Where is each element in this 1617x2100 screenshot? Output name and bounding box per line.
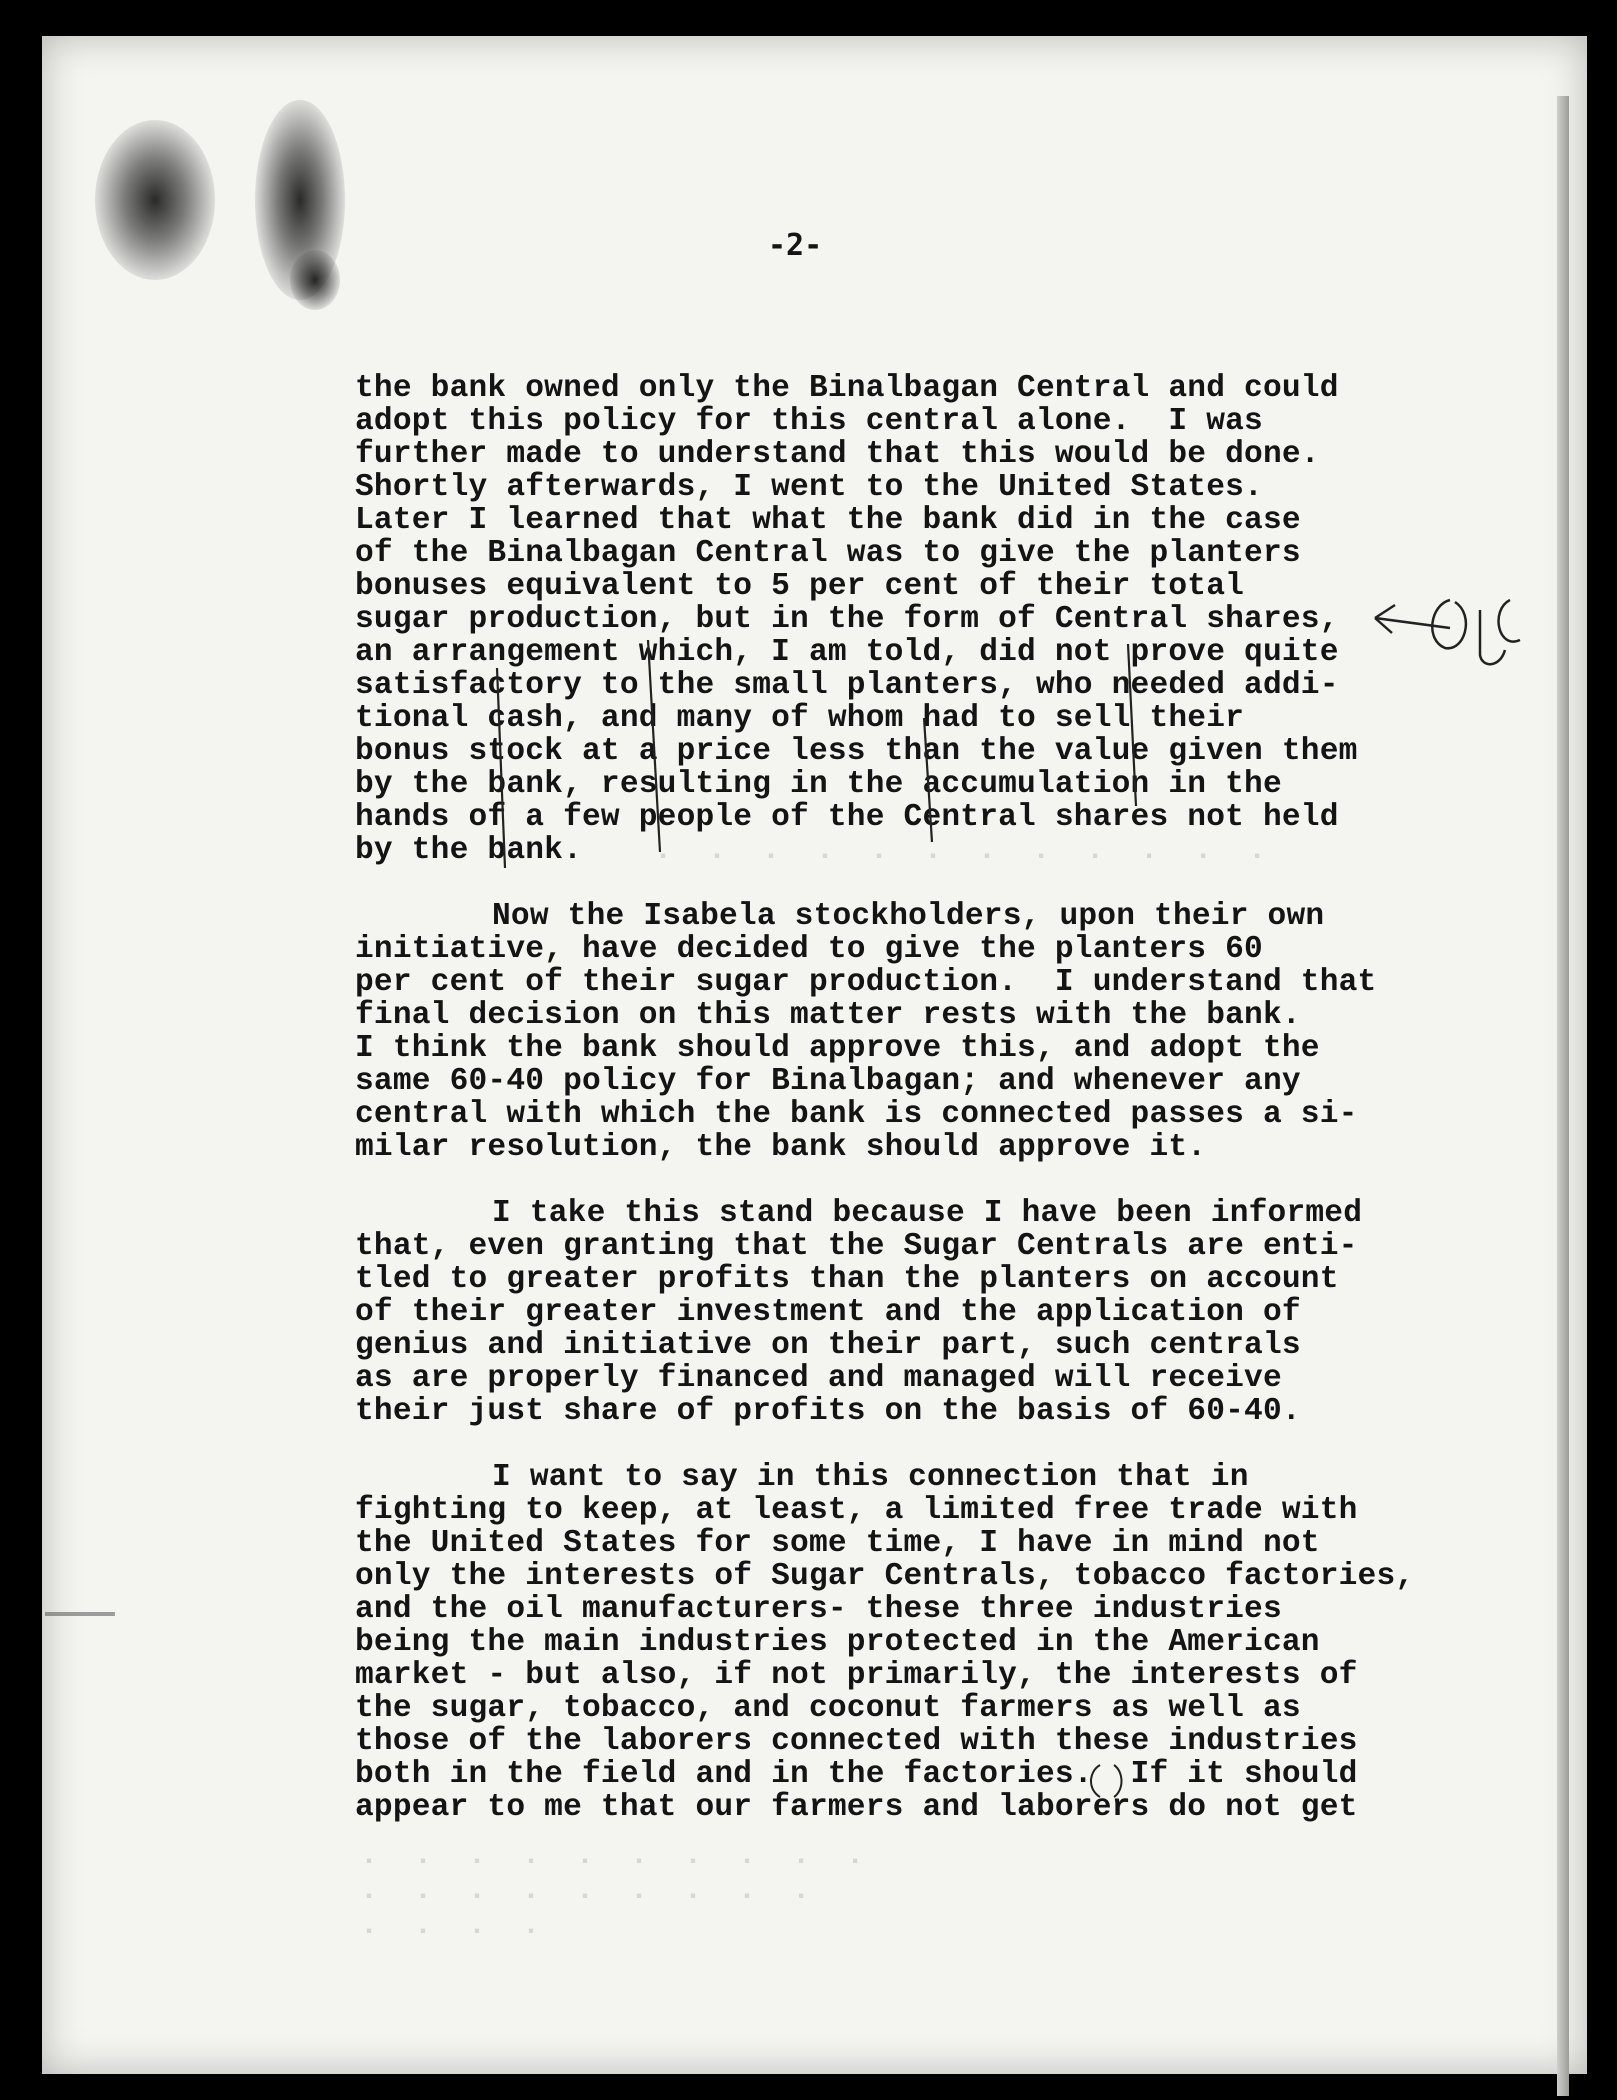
text-line: bonuses equivalent to 5 per cent of their total: [355, 569, 1245, 604]
text-line: Shortly afterwards, I went to the United States.: [355, 470, 1263, 505]
text-line: market - but also, if not primarily, the interests of: [355, 1658, 1358, 1693]
bleed-through-text: · · · · · · · · · ·: [360, 1845, 865, 1879]
paragraph: [355, 900, 1435, 1164]
text-line: of the Binalbagan Central was to give the planters: [355, 536, 1301, 571]
text-line: I think the bank should approve this, and adopt the: [355, 1031, 1320, 1066]
text-line: both in the field and in the factories. If it should: [355, 1757, 1358, 1792]
text-line: being the main industries protected in the American: [355, 1625, 1320, 1660]
text-line: and the oil manufacturers- these three industries: [355, 1592, 1282, 1627]
text-line: genius and initiative on their part, such centrals: [355, 1328, 1301, 1363]
text-line: fighting to keep, at least, a limited free trade with: [355, 1493, 1358, 1528]
ink-smudge: [95, 120, 215, 280]
stray-mark: [45, 1612, 115, 1616]
text-line: central with which the bank is connected passes a si-: [355, 1097, 1358, 1132]
text-line: the United States for some time, I have in mind not: [355, 1526, 1320, 1561]
text-line: satisfactory to the small planters, who needed addi-: [355, 668, 1339, 703]
text-line: tional cash, and many of whom had to sell their: [355, 701, 1245, 736]
bleed-through-text: · · · · · · · · · · · ·: [600, 840, 1267, 874]
page-number: -2-: [768, 228, 823, 263]
ink-smudge: [290, 250, 340, 310]
text-line: Later I learned that what the bank did in the case: [355, 503, 1301, 538]
letter-body: [355, 372, 1435, 1824]
paragraph: [355, 372, 1435, 867]
text-line: tled to greater profits than the planters on account: [355, 1262, 1339, 1297]
text-line: that, even granting that the Sugar Centrals are enti-: [355, 1229, 1358, 1264]
text-line: hands of a few people of the Central shares not held: [355, 800, 1339, 835]
text-line: final decision on this matter rests with the bank.: [355, 998, 1301, 1033]
text-line: only the interests of Sugar Centrals, tobacco factories,: [355, 1559, 1415, 1594]
text-line: an arrangement which, I am told, did not prove quite: [355, 635, 1339, 670]
page-stack-edge: [1557, 96, 1569, 2096]
text-line: same 60-40 policy for Binalbagan; and whenever any: [355, 1064, 1301, 1099]
text-line: by the bank.: [355, 833, 582, 868]
text-line: the bank owned only the Binalbagan Central and could: [355, 371, 1339, 406]
bleed-through-text: · · · · · · · · ·: [360, 1880, 811, 1914]
text-line: appear to me that our farmers and laborers do not get: [355, 1790, 1358, 1825]
paragraph: [355, 1197, 1435, 1428]
text-line: by the bank, resulting in the accumulation in the: [355, 767, 1282, 802]
bleed-through-text: · · · ·: [360, 1915, 541, 1949]
text-line: I take this stand because I have been informed: [492, 1196, 1363, 1231]
text-line: further made to understand that this would be done.: [355, 437, 1320, 472]
text-line: initiative, have decided to give the planters 60: [355, 932, 1263, 967]
text-line: the sugar, tobacco, and coconut farmers as well as: [355, 1691, 1301, 1726]
paragraph: [355, 1461, 1435, 1824]
text-line: milar resolution, the bank should approve it.: [355, 1130, 1207, 1165]
text-line: adopt this policy for this central alone. I was: [355, 404, 1263, 439]
text-line: I want to say in this connection that in: [492, 1460, 1249, 1495]
text-line: their just share of profits on the basis of 60-40.: [355, 1394, 1301, 1429]
text-line: Now the Isabela stockholders, upon their own: [492, 899, 1325, 934]
text-line: sugar production, but in the form of Central shares,: [355, 602, 1339, 637]
text-line: bonus stock at a price less than the value given them: [355, 734, 1358, 769]
text-line: of their greater investment and the application of: [355, 1295, 1301, 1330]
text-line: as are properly financed and managed will receive: [355, 1361, 1282, 1396]
text-line: per cent of their sugar production. I understand that: [355, 965, 1377, 1000]
text-line: those of the laborers connected with these industries: [355, 1724, 1358, 1759]
